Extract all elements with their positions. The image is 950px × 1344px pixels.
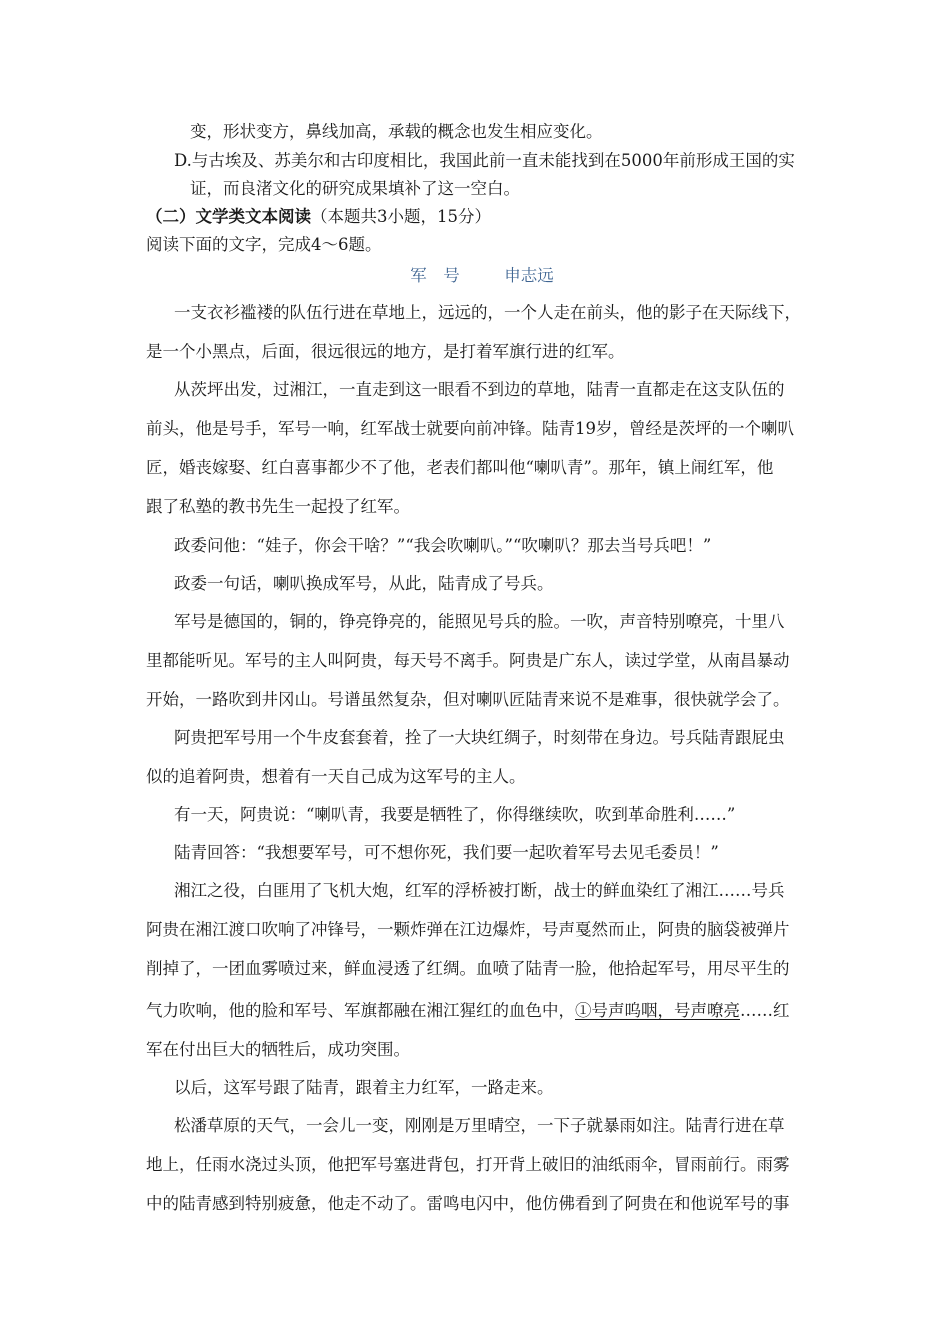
paragraph-line: 地上，任雨水浇过头顶，他把军号塞进背包，打开背上破旧的油纸雨伞，冒雨前行。雨雾	[146, 1155, 790, 1174]
paragraph-line: 陆青回答：“我想要军号，可不想你死，我们要一起吹着军号去见毛委员！”	[174, 843, 719, 862]
option-d-line-1: D.与古埃及、苏美尔和古印度相比，我国此前一直未能找到在5000年前形成王国的实	[174, 151, 795, 170]
paragraph-line: 以后，这军号跟了陆青，跟着主力红军，一路走来。	[174, 1078, 554, 1097]
paragraph-line: 湘江之役，白匪用了飞机大炮，红军的浮桥被打断，战士的鲜血染红了湘江……号兵	[174, 881, 785, 900]
underlined-phrase: ①号声呜咽，号声嘹亮	[575, 1001, 740, 1020]
text-after-underline: ……红	[740, 1001, 790, 1020]
paragraph-line: 阿贵在湘江渡口吹响了冲锋号，一颗炸弹在江边爆炸，号声戛然而止，阿贵的脑袋被弹片	[146, 920, 790, 939]
paragraph-line: 阿贵把军号用一个牛皮套套着，拴了一大块红绸子，时刻带在身边。号兵陆青跟屁虫	[174, 728, 785, 747]
story-author: 申志远	[504, 266, 554, 285]
paragraph-line: 跟了私塾的教书先生一起投了红军。	[146, 497, 410, 516]
paragraph-line: 政委问他：“娃子，你会干啥？”“我会吹喇叭。”“吹喇叭？那去当号兵吧！”	[174, 536, 712, 555]
option-d-line-2: 证，而良渚文化的研究成果填补了这一空白。	[190, 179, 520, 198]
section-header	[146, 206, 818, 228]
story-title: 军 号	[410, 266, 460, 285]
paragraph-line: 从茨坪出发，过湘江，一直走到这一眼看不到边的草地，陆青一直都走在这支队伍的	[174, 380, 785, 399]
section-header-note: （本题共3小题，15分）	[311, 207, 491, 226]
paragraph-line: 中的陆青感到特别疲惫，他走不动了。雷鸣电闪中，他仿佛看到了阿贵在和他说军号的事	[146, 1194, 790, 1213]
section-header-title: （二）文学类文本阅读	[146, 207, 311, 226]
paragraph-line: 军在付出巨大的牺牲后，成功突围。	[146, 1040, 410, 1059]
paragraph-line: 松潘草原的天气，一会儿一变，刚刚是万里晴空，一下子就暴雨如注。陆青行进在草	[174, 1116, 785, 1135]
story-heading	[146, 265, 818, 287]
paragraph-line: 一支衣衫褴褛的队伍行进在草地上，远远的，一个人走在前头，他的影子在天际线下，	[174, 303, 801, 322]
paragraph-line: 有一天，阿贵说：“喇叭青，我要是牺牲了，你得继续吹，吹到革命胜利……”	[174, 805, 736, 824]
paragraph-line: 里都能听见。军号的主人叫阿贵，每天号不离手。阿贵是广东人，读过学堂，从南昌暴动	[146, 651, 790, 670]
option-c-continuation: 变，形状变方，鼻线加高，承载的概念也发生相应变化。	[190, 122, 603, 141]
paragraph-line: 军号是德国的，铜的，铮亮铮亮的，能照见号兵的脸。一吹，声音特别嘹亮，十里八	[174, 612, 785, 631]
paragraph-line: 似的追着阿贵，想着有一天自己成为这军号的主人。	[146, 767, 526, 786]
paragraph-line: 削掉了，一团血雾喷过来，鲜血浸透了红绸。血喷了陆青一脸，他拾起军号，用尽平生的	[146, 959, 790, 978]
paragraph-line: 前头，他是号手，军号一响，红军战士就要向前冲锋。陆青19岁，曾经是茨坪的一个喇叭	[146, 419, 794, 438]
paragraph-line: 政委一句话，喇叭换成军号，从此，陆青成了号兵。	[174, 574, 554, 593]
paragraph-line: 匠，婚丧嫁娶、红白喜事都少不了他，老表们都叫他“喇叭青”。那年，镇上闹红军，他	[146, 458, 774, 477]
paragraph-line: 是一个小黑点，后面，很远很远的地方，是打着军旗行进的红军。	[146, 342, 625, 361]
paragraph-line: 开始，一路吹到井冈山。号谱虽然复杂，但对喇叭匠陆青来说不是难事，很快就学会了。	[146, 690, 790, 709]
paragraph-line-underlined	[146, 1000, 818, 1022]
text-before-underline: 气力吹响，他的脸和军号、军旗都融在湘江猩红的血色中，	[146, 1001, 575, 1020]
instruction-text: 阅读下面的文字，完成4～6题。	[146, 235, 382, 254]
